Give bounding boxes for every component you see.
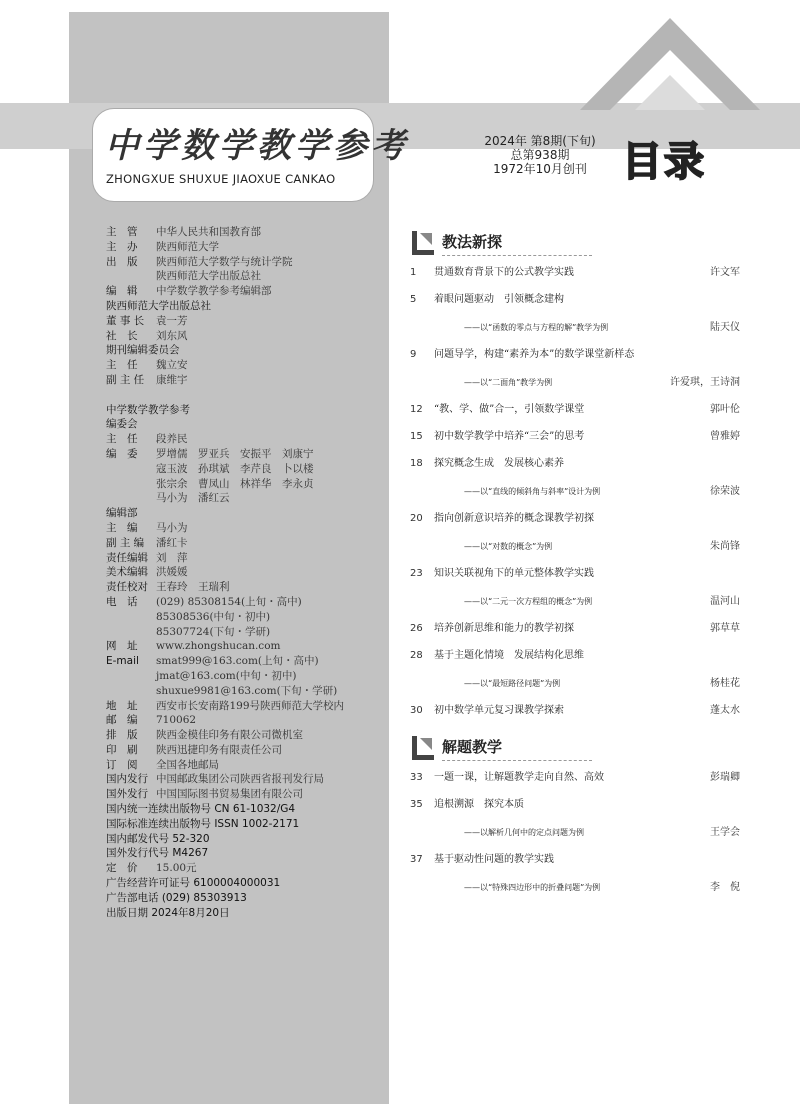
toc-entry[interactable]: [410, 457, 740, 499]
info-row: [106, 314, 391, 329]
toc-title: 基于驱动性问题的教学实践: [434, 854, 554, 865]
toc-title: 贯通数育背景下的公式教学实践: [434, 267, 574, 278]
info-value: 马小为: [156, 521, 188, 534]
toc-author: 郭叶伦: [710, 404, 740, 415]
toc-author: 王学会: [710, 827, 740, 838]
info-row: [106, 743, 391, 758]
toc-title: 指向创新意识培养的概念课教学初探: [434, 513, 594, 524]
info-text: 编辑部: [106, 507, 138, 520]
info-value: 袁一芳: [156, 314, 188, 327]
info-row: [106, 772, 391, 787]
info-value: (029) 85308154(上旬・高中): [156, 595, 302, 608]
section-header: [410, 226, 740, 260]
toc-entry[interactable]: [410, 622, 740, 636]
info-value: 陕西金模佳印务有限公司微机室: [156, 729, 303, 742]
info-row: [106, 462, 391, 477]
toc-title: 探究概念生成 发展核心素养: [434, 458, 564, 469]
toc-title: 基于主题化情境 发展结构化思维: [434, 650, 584, 661]
info-label: 订 阅: [106, 758, 138, 771]
info-value: 陕西师范大学出版总社: [156, 270, 261, 283]
toc-title: 问题导学，构建“素养为本”的数学课堂新样态: [434, 349, 635, 360]
info-text: [106, 388, 109, 403]
toc-entry[interactable]: [410, 266, 740, 280]
info-value: 刘东风: [156, 329, 188, 342]
toc-subtitle: ——以“直线的倾斜角与斜率”设计为例: [464, 487, 601, 496]
toc-title: 追根溯源 探究本质: [434, 799, 524, 810]
info-row: [106, 595, 391, 610]
info-text: 陕西师范大学出版总社: [106, 299, 211, 312]
info-label: 美术编辑: [106, 566, 148, 579]
info-value: 王春玲 王瑞利: [156, 581, 230, 594]
info-row: [106, 358, 391, 373]
info-value: www.zhongshucan.com: [156, 640, 281, 653]
info-row: [106, 758, 391, 773]
info-row: [106, 225, 391, 240]
toc-page-number: 37: [410, 854, 423, 865]
toc-page-number: 26: [410, 623, 423, 634]
masthead-info: [106, 225, 391, 920]
info-value: 中国邮政集团公司陕西省报刊发行局: [156, 773, 324, 786]
info-label: E-mail: [106, 655, 139, 668]
info-row: [106, 802, 391, 817]
info-value: 15.00元: [156, 862, 197, 875]
info-label: 社 长: [106, 329, 138, 342]
toc-title: 初中数学单元复习课教学探索: [434, 705, 564, 716]
info-label: [106, 462, 156, 477]
info-label: 地 址: [106, 699, 138, 712]
section-corner-icon: [410, 734, 436, 762]
info-row: [106, 610, 391, 625]
info-value: 85308536(中旬・初中): [156, 610, 271, 623]
toc-page-number: 28: [410, 650, 423, 661]
info-row: [106, 329, 391, 344]
info-text: 国际标准连续出版物号 ISSN 1002-2171: [106, 817, 300, 830]
info-label: [106, 669, 156, 684]
toc-title: 知识关联视角下的单元整体教学实践: [434, 568, 594, 579]
info-value: 罗增儒 罗亚兵 安振平 刘康宁: [156, 447, 314, 460]
toc-author: 许爱琪，王诗洞: [670, 377, 740, 388]
info-label: 主 管: [106, 226, 138, 238]
info-label: 编 辑: [106, 285, 138, 298]
info-value: 710062: [156, 714, 197, 727]
info-row: [106, 565, 391, 580]
info-label: [106, 269, 156, 284]
info-row: [106, 713, 391, 728]
info-label: 责任编辑: [106, 551, 148, 564]
toc-page-number: 33: [410, 772, 423, 783]
toc-author: 温河山: [710, 596, 740, 607]
info-text: 期刊编辑委员会: [106, 344, 180, 357]
toc-entry[interactable]: [410, 798, 740, 840]
toc-subtitle: ——以“对数的概念”为例: [464, 542, 553, 551]
info-label: 董 事 长: [106, 314, 145, 327]
toc-page-number: 5: [410, 294, 417, 305]
toc-page-number: 30: [410, 705, 423, 716]
toc-page-number: 23: [410, 568, 423, 579]
toc-subtitle: ——以“最短路径问题”为例: [464, 679, 561, 688]
info-value: 中国国际图书贸易集团有限公司: [156, 788, 303, 801]
toc-page-number: 12: [410, 404, 423, 415]
toc-title: 一题一课，让解题教学走向自然、高效: [434, 772, 604, 783]
toc-subtitle: ——以“二面角”教学为例: [464, 378, 553, 387]
info-value: 张宗余 曹凤山 林祥华 李永贞: [156, 477, 314, 490]
info-row: [106, 625, 391, 640]
toc-author: 彭瑞卿: [710, 772, 740, 783]
toc-entry[interactable]: [410, 649, 740, 691]
info-value: 康维宇: [156, 373, 188, 386]
toc-entry[interactable]: [410, 771, 740, 785]
info-label: 主 任: [106, 433, 138, 446]
info-value: 魏立安: [156, 359, 188, 372]
info-value: 全国各地邮局: [156, 758, 219, 771]
info-value: 潘红卡: [156, 536, 188, 549]
toc-subtitle: ——以解析几何中的定点问题为例: [464, 828, 584, 837]
info-row: [106, 699, 391, 714]
info-text: 出版日期 2024年8月20日: [106, 906, 230, 919]
founded-date: 1972年10月创刊: [493, 162, 587, 176]
info-label: 主 任: [106, 359, 138, 372]
info-row: [106, 373, 391, 388]
info-row: [106, 787, 391, 802]
info-label: 主 编: [106, 521, 138, 534]
section-corner-icon: [410, 229, 436, 257]
info-value: 陕西师范大学数学与统计学院: [156, 255, 293, 268]
journal-name-pinyin: ZHONGXUE SHUXUE JIAOXUE CANKAO: [106, 172, 336, 186]
info-label: 网 址: [106, 640, 138, 653]
info-value: 段养民: [156, 433, 188, 446]
info-row: [106, 432, 391, 447]
info-value: 西安市长安南路199号陕西师范大学校内: [156, 699, 345, 712]
info-row: [106, 669, 391, 684]
toc-entry[interactable]: [410, 853, 740, 895]
toc-author: 朱尚锋: [710, 541, 740, 552]
info-label: 印 刷: [106, 743, 138, 756]
toc-author: 李 倪: [710, 882, 740, 893]
toc-entry[interactable]: [410, 293, 740, 335]
info-row: [106, 506, 391, 521]
info-row: [106, 343, 391, 358]
info-value: 刘 萍: [156, 551, 188, 564]
info-row: [106, 388, 391, 403]
toc-author: 蓬太水: [710, 705, 740, 716]
info-label: 定 价: [106, 862, 138, 875]
info-row: [106, 521, 391, 536]
info-label: [106, 625, 156, 640]
toc-entry[interactable]: [410, 430, 740, 444]
toc-title: 着眼问题驱动 引领概念建构: [434, 294, 564, 305]
toc-author: 郭草草: [710, 623, 740, 634]
info-value: 马小为 潘红云: [156, 492, 230, 505]
info-row: [106, 861, 391, 876]
toc-entry[interactable]: [410, 348, 740, 390]
toc-entry[interactable]: [410, 512, 740, 554]
info-row: [106, 447, 391, 462]
journal-logo: 中学数学教学参考: [105, 126, 409, 166]
info-text: 中学数学教学参考: [106, 403, 190, 416]
toc-author: 杨桂花: [710, 678, 740, 689]
info-text: 国内邮发代号 52-320: [106, 832, 210, 845]
toc-page-number: 1: [410, 267, 417, 278]
info-value: 寇玉波 孙琪斌 李芹良 卜以楼: [156, 462, 314, 475]
info-row: [106, 551, 391, 566]
info-label: 副 主 任: [106, 373, 145, 386]
info-value: jmat@163.com(中旬・初中): [156, 669, 297, 682]
info-row: [106, 684, 391, 699]
info-text: 编委会: [106, 418, 138, 431]
info-value: 洪媛媛: [156, 566, 188, 579]
toc-entry[interactable]: [410, 403, 740, 417]
info-label: 副 主 编: [106, 536, 145, 549]
table-of-contents: [410, 222, 740, 908]
info-row: [106, 654, 391, 669]
toc-page-number: 35: [410, 799, 423, 810]
info-row: [106, 832, 391, 847]
toc-page-number: 15: [410, 431, 423, 442]
info-label: [106, 684, 156, 699]
info-value: 中学数学教学参考编辑部: [156, 285, 272, 298]
info-label: 责任校对: [106, 581, 148, 594]
info-row: [106, 580, 391, 595]
info-text: 国内统一连续出版物号 CN 61-1032/G4: [106, 803, 296, 816]
toc-page-number: 18: [410, 458, 423, 469]
info-row: [106, 639, 391, 654]
toc-title: 初中数学教学中培养“三会”的思考: [434, 431, 585, 442]
info-row: [106, 255, 391, 270]
info-label: [106, 610, 156, 625]
info-row: [106, 477, 391, 492]
info-value: 陕西师范大学: [156, 240, 219, 253]
contents-title: 目录: [622, 139, 706, 185]
toc-author: 徐荣波: [710, 486, 740, 497]
info-row: [106, 417, 391, 432]
info-label: 国内发行: [106, 773, 148, 786]
info-row: [106, 876, 391, 891]
toc-author: 许文军: [710, 267, 740, 278]
info-value: 85307724(下旬・学研): [156, 625, 271, 638]
info-value: 陕西迅捷印务有限责任公司: [156, 743, 282, 756]
toc-author: 陆天仪: [710, 322, 740, 333]
section-title: 教法新探: [442, 231, 592, 256]
info-row: [106, 536, 391, 551]
section-title: 解题教学: [442, 736, 592, 761]
toc-author: 曾雅婷: [710, 431, 740, 442]
toc-page-number: 9: [410, 349, 417, 360]
toc-subtitle: ——以“二元一次方程组的概念”为例: [464, 597, 593, 606]
issue-info: [470, 134, 610, 176]
toc-subtitle: ——以“特殊四边形中的折叠问题”为例: [464, 883, 601, 892]
info-row: [106, 491, 391, 506]
info-row: [106, 240, 391, 255]
info-value: 中华人民共和国教育部: [156, 226, 261, 238]
toc-title: 培养创新思维和能力的教学初探: [434, 623, 574, 634]
info-value: smat999@163.com(上旬・高中): [156, 655, 319, 668]
info-label: 电 话: [106, 595, 138, 608]
toc-page-number: 20: [410, 513, 423, 524]
info-row: [106, 403, 391, 418]
info-text: 广告经营许可证号 6100004000031: [106, 877, 281, 890]
section-header: [410, 731, 740, 765]
info-label: [106, 477, 156, 492]
toc-entry[interactable]: [410, 704, 740, 718]
info-row: [106, 299, 391, 314]
info-row: [106, 846, 391, 861]
toc-entry[interactable]: [410, 567, 740, 609]
info-row: [106, 906, 391, 921]
info-label: 排 版: [106, 729, 138, 742]
toc-subtitle: ——以“函数的零点与方程的解”教学为例: [464, 323, 609, 332]
info-label: 主 办: [106, 240, 138, 253]
info-row: [106, 728, 391, 743]
info-label: 编 委: [106, 447, 138, 460]
info-text: 广告部电话 (029) 85303913: [106, 891, 247, 904]
info-row: [106, 891, 391, 906]
info-value: shuxue9981@163.com(下旬・学研): [156, 684, 338, 697]
issue-total: 总第938期: [510, 148, 570, 162]
info-row: [106, 284, 391, 299]
info-row: [106, 269, 391, 284]
info-label: 出 版: [106, 255, 138, 268]
info-label: [106, 491, 156, 506]
info-label: 邮 编: [106, 714, 138, 727]
info-label: 国外发行: [106, 788, 148, 801]
toc-title: “教、学、做”合一，引领数学课堂: [434, 404, 585, 415]
issue-number: 2024年 第8期(下旬): [484, 134, 596, 148]
info-text: 国外发行代号 M4267: [106, 847, 209, 860]
info-row: [106, 817, 391, 832]
